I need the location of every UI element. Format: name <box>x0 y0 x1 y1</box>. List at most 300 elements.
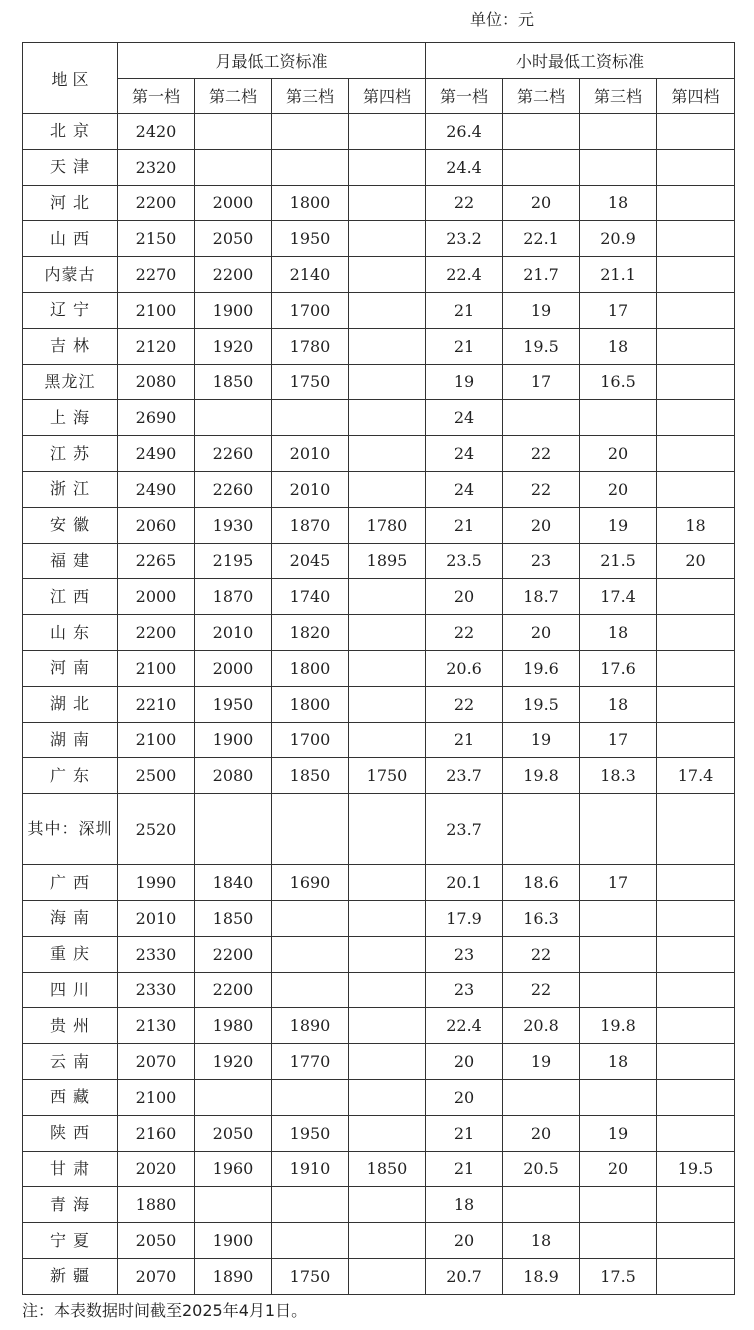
hourly-tier-3-cell <box>580 149 657 185</box>
hourly-tier-2-cell: 17 <box>503 364 580 400</box>
hourly-tier-1-cell: 21 <box>426 292 503 328</box>
region-cell: 云 南 <box>23 1044 118 1080</box>
table-row <box>23 1115 735 1151</box>
table-row <box>23 328 735 364</box>
table-row <box>23 185 735 221</box>
monthly-tier-3-cell: 1950 <box>272 221 349 257</box>
monthly-tier-4-cell <box>349 436 426 472</box>
hourly-tier-1-cell: 23.5 <box>426 543 503 579</box>
hourly-tier-3-cell: 17.5 <box>580 1258 657 1294</box>
hourly-tier-1-cell: 24 <box>426 436 503 472</box>
table-row <box>23 1044 735 1080</box>
monthly-tier-4-cell: 1850 <box>349 1151 426 1187</box>
hourly-tier-3-cell <box>580 1079 657 1115</box>
monthly-tier-4-cell <box>349 1187 426 1223</box>
monthly-tier-4-cell <box>349 364 426 400</box>
monthly-tier-1-cell: 2070 <box>118 1044 195 1080</box>
hourly-tier-4-cell <box>657 900 735 936</box>
monthly-tier-1-cell: 2020 <box>118 1151 195 1187</box>
monthly-tier-3-cell <box>272 972 349 1008</box>
monthly-tier-1-cell: 2500 <box>118 758 195 794</box>
hourly-tier-4-cell <box>657 1079 735 1115</box>
table-row <box>23 400 735 436</box>
monthly-tier-1-cell: 2490 <box>118 436 195 472</box>
monthly-tier-1-cell: 2330 <box>118 936 195 972</box>
region-cell: 天 津 <box>23 149 118 185</box>
region-cell: 宁 夏 <box>23 1223 118 1259</box>
hourly-tier-4-cell <box>657 257 735 293</box>
hourly-tier-4-cell <box>657 1008 735 1044</box>
hourly-tier-2-cell: 18.7 <box>503 579 580 615</box>
hourly-tier-4-cell <box>657 865 735 901</box>
monthly-tier-3-cell: 1700 <box>272 292 349 328</box>
monthly-tier-3-cell: 2140 <box>272 257 349 293</box>
region-cell: 新 疆 <box>23 1258 118 1294</box>
hourly-tier-2-cell <box>503 1187 580 1223</box>
monthly-tier-1-cell: 2330 <box>118 972 195 1008</box>
region-cell: 湖 北 <box>23 686 118 722</box>
table-row <box>23 615 735 651</box>
region-cell: 北 京 <box>23 114 118 150</box>
hourly-tier-1-cell: 19 <box>426 364 503 400</box>
hourly-tier-1-cell: 23.7 <box>426 794 503 865</box>
monthly-tier-4-cell: 1895 <box>349 543 426 579</box>
hourly-tier-1-cell: 26.4 <box>426 114 503 150</box>
monthly-tier-3-cell: 2045 <box>272 543 349 579</box>
hourly-tier-3-cell <box>580 972 657 1008</box>
table-row <box>23 1187 735 1223</box>
hourly-tier-2-cell: 22 <box>503 436 580 472</box>
hourly-tier-3-cell: 17 <box>580 292 657 328</box>
monthly-tier-4-cell <box>349 972 426 1008</box>
hourly-tier-4-cell <box>657 1258 735 1294</box>
hourly-tier-2-cell: 18.6 <box>503 865 580 901</box>
hourly-tier-2-cell: 19.5 <box>503 328 580 364</box>
hourly-tier-4-cell <box>657 114 735 150</box>
monthly-tier-2-cell: 2200 <box>195 972 272 1008</box>
monthly-tier-3-cell: 1770 <box>272 1044 349 1080</box>
monthly-tier-4-cell <box>349 1008 426 1044</box>
hourly-tier-4-cell <box>657 400 735 436</box>
monthly-tier-1-cell: 2690 <box>118 400 195 436</box>
hourly-tier-1-cell: 21 <box>426 1151 503 1187</box>
hourly-tier-4-cell <box>657 149 735 185</box>
table-row <box>23 758 735 794</box>
hourly-tier-3-cell: 18 <box>580 185 657 221</box>
monthly-tier-2-cell <box>195 114 272 150</box>
monthly-tier-1-cell: 2060 <box>118 507 195 543</box>
table-row <box>23 1008 735 1044</box>
hourly-tier-1-cell: 22 <box>426 615 503 651</box>
hourly-tier-1-cell: 20.6 <box>426 650 503 686</box>
hourly-tier-3-cell: 17 <box>580 865 657 901</box>
header-monthly-tier-3: 第三档 <box>272 78 349 114</box>
monthly-tier-4-cell <box>349 722 426 758</box>
hourly-tier-3-cell <box>580 936 657 972</box>
hourly-tier-3-cell: 17.6 <box>580 650 657 686</box>
footnote: 注：本表数据时间截至2025年4月1日。 <box>22 1301 308 1320</box>
header-hourly-tier-3: 第三档 <box>580 78 657 114</box>
region-cell: 四 川 <box>23 972 118 1008</box>
hourly-tier-3-cell <box>580 1223 657 1259</box>
monthly-tier-2-cell: 2000 <box>195 185 272 221</box>
monthly-tier-2-cell: 2080 <box>195 758 272 794</box>
header-monthly-tier-4: 第四档 <box>349 78 426 114</box>
hourly-tier-2-cell: 19 <box>503 292 580 328</box>
table-row <box>23 579 735 615</box>
monthly-tier-2-cell: 1930 <box>195 507 272 543</box>
monthly-tier-4-cell: 1780 <box>349 507 426 543</box>
table-row <box>23 543 735 579</box>
hourly-tier-2-cell: 19 <box>503 722 580 758</box>
hourly-tier-2-cell: 22.1 <box>503 221 580 257</box>
monthly-tier-1-cell: 2200 <box>118 185 195 221</box>
region-cell: 青 海 <box>23 1187 118 1223</box>
monthly-tier-2-cell <box>195 1187 272 1223</box>
monthly-tier-1-cell: 2070 <box>118 1258 195 1294</box>
monthly-tier-2-cell: 1900 <box>195 292 272 328</box>
monthly-tier-2-cell: 1950 <box>195 686 272 722</box>
monthly-tier-4-cell <box>349 650 426 686</box>
monthly-tier-4-cell <box>349 1258 426 1294</box>
table-row <box>23 436 735 472</box>
monthly-tier-3-cell: 2010 <box>272 471 349 507</box>
hourly-tier-3-cell: 20 <box>580 436 657 472</box>
hourly-tier-4-cell <box>657 185 735 221</box>
monthly-tier-3-cell <box>272 1079 349 1115</box>
header-monthly-tier-2: 第二档 <box>195 78 272 114</box>
hourly-tier-4-cell <box>657 471 735 507</box>
hourly-tier-1-cell: 22 <box>426 686 503 722</box>
hourly-tier-2-cell: 19.5 <box>503 686 580 722</box>
hourly-tier-1-cell: 21 <box>426 507 503 543</box>
hourly-tier-1-cell: 21 <box>426 1115 503 1151</box>
monthly-tier-1-cell: 2160 <box>118 1115 195 1151</box>
hourly-tier-3-cell: 20 <box>580 471 657 507</box>
hourly-tier-1-cell: 22.4 <box>426 1008 503 1044</box>
region-cell: 黑龙江 <box>23 364 118 400</box>
monthly-tier-3-cell: 1780 <box>272 328 349 364</box>
monthly-tier-2-cell: 1900 <box>195 722 272 758</box>
region-cell: 甘 肃 <box>23 1151 118 1187</box>
hourly-tier-2-cell: 20 <box>503 507 580 543</box>
monthly-tier-3-cell: 1800 <box>272 686 349 722</box>
header-hourly-tier-2: 第二档 <box>503 78 580 114</box>
hourly-tier-2-cell: 20 <box>503 615 580 651</box>
monthly-tier-4-cell <box>349 1044 426 1080</box>
monthly-tier-3-cell <box>272 400 349 436</box>
monthly-tier-4-cell <box>349 1079 426 1115</box>
monthly-tier-2-cell <box>195 149 272 185</box>
hourly-tier-4-cell <box>657 722 735 758</box>
monthly-tier-4-cell <box>349 615 426 651</box>
hourly-tier-2-cell: 22 <box>503 972 580 1008</box>
monthly-tier-1-cell: 2120 <box>118 328 195 364</box>
monthly-tier-3-cell <box>272 149 349 185</box>
hourly-tier-2-cell <box>503 400 580 436</box>
region-cell: 贵 州 <box>23 1008 118 1044</box>
region-cell: 广 西 <box>23 865 118 901</box>
monthly-tier-1-cell: 2520 <box>118 794 195 865</box>
monthly-tier-3-cell <box>272 900 349 936</box>
hourly-tier-2-cell <box>503 1079 580 1115</box>
hourly-tier-3-cell: 17.4 <box>580 579 657 615</box>
monthly-tier-3-cell: 1950 <box>272 1115 349 1151</box>
hourly-tier-1-cell: 18 <box>426 1187 503 1223</box>
monthly-tier-1-cell: 2100 <box>118 1079 195 1115</box>
header-row-groups <box>23 43 735 79</box>
monthly-tier-3-cell: 1890 <box>272 1008 349 1044</box>
monthly-tier-4-cell <box>349 865 426 901</box>
header-monthly-tier-1: 第一档 <box>118 78 195 114</box>
hourly-tier-3-cell <box>580 794 657 865</box>
region-cell: 广 东 <box>23 758 118 794</box>
monthly-tier-4-cell <box>349 257 426 293</box>
hourly-tier-3-cell: 18 <box>580 328 657 364</box>
hourly-tier-2-cell: 19.8 <box>503 758 580 794</box>
table-row <box>23 114 735 150</box>
hourly-tier-1-cell: 20 <box>426 1223 503 1259</box>
monthly-tier-2-cell: 1840 <box>195 865 272 901</box>
hourly-tier-2-cell: 18.9 <box>503 1258 580 1294</box>
region-cell: 福 建 <box>23 543 118 579</box>
region-cell: 安 徽 <box>23 507 118 543</box>
hourly-tier-2-cell: 16.3 <box>503 900 580 936</box>
hourly-tier-1-cell: 20 <box>426 579 503 615</box>
table-row <box>23 794 735 865</box>
monthly-tier-2-cell <box>195 794 272 865</box>
monthly-tier-3-cell: 1910 <box>272 1151 349 1187</box>
hourly-tier-4-cell <box>657 328 735 364</box>
hourly-tier-2-cell: 20.8 <box>503 1008 580 1044</box>
hourly-tier-3-cell: 18 <box>580 1044 657 1080</box>
hourly-tier-3-cell: 19 <box>580 507 657 543</box>
monthly-tier-1-cell: 2080 <box>118 364 195 400</box>
hourly-tier-4-cell: 18 <box>657 507 735 543</box>
hourly-tier-4-cell <box>657 1223 735 1259</box>
region-cell: 西 藏 <box>23 1079 118 1115</box>
monthly-tier-2-cell: 2050 <box>195 1115 272 1151</box>
unit-label: 单位：元 <box>470 10 535 29</box>
monthly-tier-1-cell: 2000 <box>118 579 195 615</box>
table-row <box>23 1151 735 1187</box>
monthly-tier-4-cell <box>349 1115 426 1151</box>
hourly-tier-2-cell <box>503 794 580 865</box>
hourly-tier-1-cell: 21 <box>426 722 503 758</box>
hourly-tier-3-cell <box>580 900 657 936</box>
hourly-tier-3-cell <box>580 114 657 150</box>
hourly-tier-3-cell: 20 <box>580 1151 657 1187</box>
monthly-tier-1-cell: 2130 <box>118 1008 195 1044</box>
monthly-tier-1-cell: 2270 <box>118 257 195 293</box>
hourly-tier-3-cell: 18 <box>580 615 657 651</box>
monthly-tier-2-cell: 2195 <box>195 543 272 579</box>
hourly-tier-1-cell: 20 <box>426 1079 503 1115</box>
monthly-tier-2-cell: 2200 <box>195 936 272 972</box>
hourly-tier-4-cell <box>657 794 735 865</box>
monthly-tier-4-cell <box>349 185 426 221</box>
monthly-tier-1-cell: 2265 <box>118 543 195 579</box>
hourly-tier-2-cell: 22 <box>503 936 580 972</box>
hourly-tier-2-cell: 21.7 <box>503 257 580 293</box>
hourly-tier-4-cell <box>657 1187 735 1223</box>
monthly-tier-1-cell: 2150 <box>118 221 195 257</box>
region-cell: 山 东 <box>23 615 118 651</box>
monthly-tier-1-cell: 2100 <box>118 722 195 758</box>
monthly-tier-3-cell <box>272 1223 349 1259</box>
hourly-tier-3-cell: 17 <box>580 722 657 758</box>
hourly-tier-3-cell: 16.5 <box>580 364 657 400</box>
hourly-tier-1-cell: 23.7 <box>426 758 503 794</box>
hourly-tier-1-cell: 21 <box>426 328 503 364</box>
hourly-tier-4-cell <box>657 1115 735 1151</box>
monthly-tier-4-cell <box>349 900 426 936</box>
monthly-tier-2-cell: 1980 <box>195 1008 272 1044</box>
hourly-tier-3-cell: 21.1 <box>580 257 657 293</box>
hourly-tier-1-cell: 22.4 <box>426 257 503 293</box>
monthly-tier-2-cell: 2260 <box>195 436 272 472</box>
monthly-tier-2-cell: 1890 <box>195 1258 272 1294</box>
region-cell: 海 南 <box>23 900 118 936</box>
table-row <box>23 364 735 400</box>
hourly-tier-3-cell: 18.3 <box>580 758 657 794</box>
hourly-tier-3-cell: 19.8 <box>580 1008 657 1044</box>
table-body <box>23 114 735 1295</box>
monthly-tier-3-cell: 2010 <box>272 436 349 472</box>
table-row <box>23 936 735 972</box>
hourly-tier-2-cell: 19 <box>503 1044 580 1080</box>
hourly-tier-4-cell <box>657 579 735 615</box>
monthly-tier-1-cell: 1880 <box>118 1187 195 1223</box>
monthly-tier-3-cell: 1690 <box>272 865 349 901</box>
monthly-tier-4-cell <box>349 328 426 364</box>
monthly-tier-2-cell: 2200 <box>195 257 272 293</box>
region-cell: 山 西 <box>23 221 118 257</box>
header-row-tiers <box>23 78 735 114</box>
monthly-tier-1-cell: 2100 <box>118 650 195 686</box>
monthly-tier-4-cell <box>349 221 426 257</box>
monthly-tier-1-cell: 1990 <box>118 865 195 901</box>
hourly-tier-4-cell <box>657 221 735 257</box>
table-row <box>23 471 735 507</box>
monthly-tier-2-cell: 1900 <box>195 1223 272 1259</box>
hourly-tier-4-cell <box>657 364 735 400</box>
monthly-tier-4-cell <box>349 936 426 972</box>
hourly-tier-4-cell <box>657 972 735 1008</box>
monthly-tier-4-cell <box>349 686 426 722</box>
monthly-tier-1-cell: 2320 <box>118 149 195 185</box>
region-cell: 其中：深圳 <box>23 794 118 865</box>
monthly-tier-4-cell <box>349 400 426 436</box>
hourly-tier-4-cell <box>657 650 735 686</box>
region-cell: 湖 南 <box>23 722 118 758</box>
header-monthly-group: 月最低工资标准 <box>118 43 426 79</box>
monthly-tier-3-cell: 1740 <box>272 579 349 615</box>
hourly-tier-1-cell: 22 <box>426 185 503 221</box>
monthly-tier-3-cell <box>272 794 349 865</box>
monthly-tier-3-cell: 1800 <box>272 185 349 221</box>
monthly-tier-2-cell <box>195 1079 272 1115</box>
region-cell: 辽 宁 <box>23 292 118 328</box>
region-cell: 江 西 <box>23 579 118 615</box>
monthly-tier-3-cell: 1750 <box>272 1258 349 1294</box>
hourly-tier-4-cell <box>657 292 735 328</box>
monthly-tier-1-cell: 2200 <box>118 615 195 651</box>
hourly-tier-2-cell: 23 <box>503 543 580 579</box>
hourly-tier-1-cell: 20 <box>426 1044 503 1080</box>
table-row <box>23 722 735 758</box>
table-row <box>23 257 735 293</box>
region-cell: 河 北 <box>23 185 118 221</box>
minimum-wage-table <box>22 42 735 1295</box>
monthly-tier-2-cell: 2260 <box>195 471 272 507</box>
monthly-tier-1-cell: 2490 <box>118 471 195 507</box>
hourly-tier-4-cell <box>657 936 735 972</box>
monthly-tier-2-cell: 1850 <box>195 900 272 936</box>
monthly-tier-3-cell <box>272 936 349 972</box>
table-row <box>23 972 735 1008</box>
hourly-tier-3-cell: 19 <box>580 1115 657 1151</box>
hourly-tier-1-cell: 24 <box>426 471 503 507</box>
hourly-tier-1-cell: 23.2 <box>426 221 503 257</box>
header-hourly-tier-1: 第一档 <box>426 78 503 114</box>
monthly-tier-2-cell: 1850 <box>195 364 272 400</box>
hourly-tier-1-cell: 24 <box>426 400 503 436</box>
table-row <box>23 900 735 936</box>
hourly-tier-4-cell: 17.4 <box>657 758 735 794</box>
monthly-tier-4-cell <box>349 1223 426 1259</box>
hourly-tier-1-cell: 20.1 <box>426 865 503 901</box>
monthly-tier-4-cell: 1750 <box>349 758 426 794</box>
region-cell: 河 南 <box>23 650 118 686</box>
region-cell: 陕 西 <box>23 1115 118 1151</box>
table-row <box>23 650 735 686</box>
hourly-tier-3-cell: 20.9 <box>580 221 657 257</box>
hourly-tier-2-cell: 20 <box>503 185 580 221</box>
monthly-tier-1-cell: 2100 <box>118 292 195 328</box>
hourly-tier-4-cell <box>657 615 735 651</box>
monthly-tier-2-cell: 1920 <box>195 1044 272 1080</box>
monthly-tier-4-cell <box>349 292 426 328</box>
hourly-tier-2-cell: 20 <box>503 1115 580 1151</box>
table-row <box>23 221 735 257</box>
monthly-tier-3-cell <box>272 114 349 150</box>
monthly-tier-3-cell: 1800 <box>272 650 349 686</box>
hourly-tier-2-cell: 22 <box>503 471 580 507</box>
region-cell: 浙 江 <box>23 471 118 507</box>
monthly-tier-2-cell: 2050 <box>195 221 272 257</box>
hourly-tier-1-cell: 23 <box>426 936 503 972</box>
hourly-tier-2-cell <box>503 114 580 150</box>
region-cell: 江 苏 <box>23 436 118 472</box>
monthly-tier-4-cell <box>349 114 426 150</box>
table-header <box>23 43 735 114</box>
monthly-tier-3-cell: 1700 <box>272 722 349 758</box>
table-row <box>23 686 735 722</box>
monthly-tier-4-cell <box>349 149 426 185</box>
monthly-tier-2-cell: 1960 <box>195 1151 272 1187</box>
header-region: 地 区 <box>23 43 118 114</box>
monthly-tier-4-cell <box>349 471 426 507</box>
table-row <box>23 149 735 185</box>
monthly-tier-3-cell <box>272 1187 349 1223</box>
hourly-tier-3-cell <box>580 1187 657 1223</box>
monthly-tier-1-cell: 2050 <box>118 1223 195 1259</box>
hourly-tier-3-cell <box>580 400 657 436</box>
monthly-tier-2-cell: 1870 <box>195 579 272 615</box>
hourly-tier-4-cell <box>657 436 735 472</box>
hourly-tier-2-cell: 18 <box>503 1223 580 1259</box>
